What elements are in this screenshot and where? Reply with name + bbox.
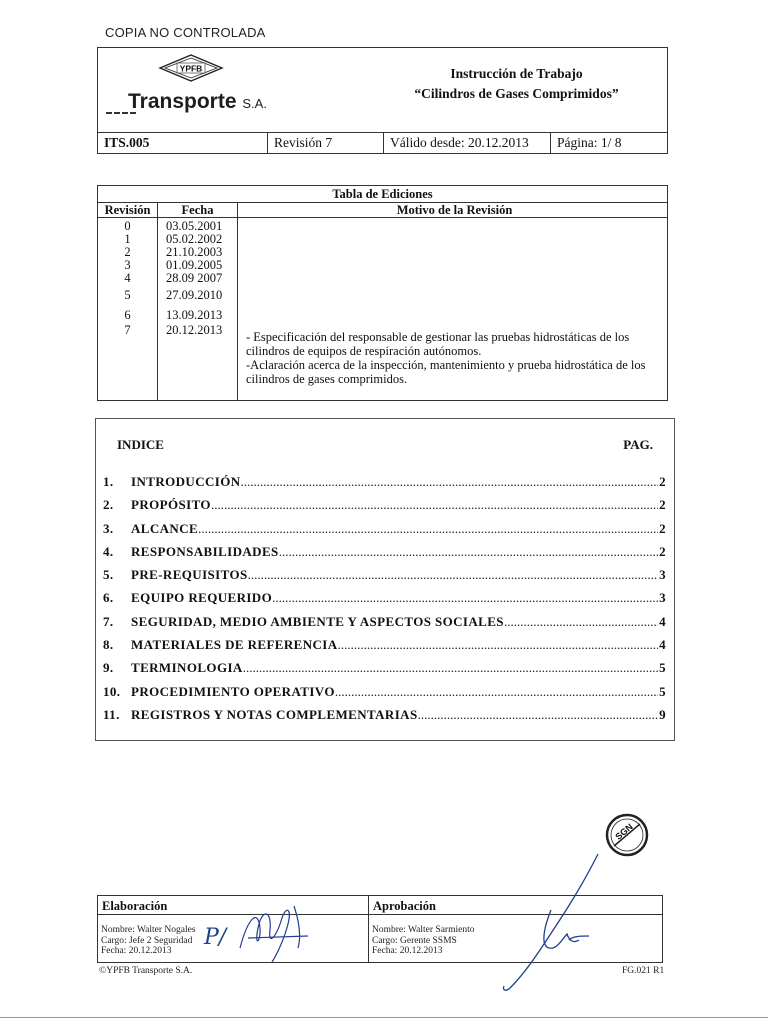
- toc-title: EQUIPO REQUERIDO: [131, 590, 273, 606]
- elaboration-role: Cargo: Jefe 2 Seguridad: [101, 935, 193, 946]
- toc-page: 5: [659, 683, 666, 699]
- toc-page: 2: [659, 474, 666, 489]
- logo-suffix: S.A.: [242, 96, 267, 111]
- ypfb-emblem-icon: [158, 54, 224, 82]
- logo-word: Transporte: [128, 90, 237, 113]
- approval-name: Nombre: Walter Sarmiento: [372, 925, 475, 935]
- title-line-2: “Cilindros de Gases Comprimidos”: [414, 86, 619, 101]
- fecha-cell: 28.09 2007: [166, 271, 223, 285]
- toc-leader: [279, 544, 658, 560]
- toc-number: 6.: [103, 590, 114, 606]
- toc-page: 9: [659, 706, 666, 722]
- toc-leader: [335, 684, 658, 700]
- toc-item[interactable]: [103, 660, 666, 683]
- editions-table: [97, 185, 668, 401]
- toc-item[interactable]: [103, 544, 666, 567]
- toc-leader: [338, 637, 659, 653]
- motivo-line: - Especificación del responsable de gestionar las pruebas hidrostáticas de los: [246, 330, 630, 344]
- approval-column: [369, 896, 662, 962]
- toc-page: 3: [659, 567, 666, 583]
- toc-number: 5.: [103, 567, 114, 583]
- toc-item[interactable]: [103, 637, 666, 660]
- toc-page: 2: [659, 543, 666, 559]
- toc-number: 8.: [103, 637, 114, 653]
- approval-signature: [533, 900, 593, 958]
- approval-date: Fecha: 20.12.2013: [372, 946, 443, 956]
- toc-item[interactable]: [103, 567, 666, 590]
- toc-page: 5: [659, 660, 666, 676]
- toc-title: TERMINOLOGIA: [131, 660, 243, 676]
- elaboration-date: Fecha: 20.12.2013: [101, 946, 172, 956]
- revision-cell: 2: [124, 245, 131, 259]
- toc-title: SEGURIDAD, MEDIO AMBIENTE Y ASPECTOS SOCIALES: [131, 613, 504, 629]
- toc-list: [103, 474, 666, 730]
- toc-leader: [198, 521, 658, 537]
- approval-block: [97, 895, 663, 963]
- revision-cell: 3: [124, 258, 131, 272]
- toc-page-label: PAG.: [623, 437, 653, 452]
- title-line-1: Instrucción de Trabajo: [450, 66, 583, 81]
- motivo-line: -Aclaración acerca de la inspección, mantenimiento y prueba hidrostática de los: [246, 358, 646, 372]
- table-of-contents: [95, 418, 675, 741]
- fecha-cell: 05.02.2002: [166, 232, 223, 246]
- toc-title: INTRODUCCIÓN: [131, 474, 241, 489]
- toc-page: 2: [659, 497, 666, 513]
- document-info-row: [98, 132, 667, 154]
- elaboration-name: Nombre: Walter Nogales: [101, 925, 196, 935]
- toc-title: PRE-REQUISITOS: [131, 567, 248, 583]
- toc-number: 4.: [103, 543, 114, 559]
- page-bottom-rule: [0, 1017, 768, 1018]
- toc-number: 1.: [103, 474, 114, 489]
- toc-number: 11.: [103, 706, 120, 722]
- uncontrolled-copy-label: COPIA NO CONTROLADA: [105, 25, 266, 40]
- document-header: [97, 47, 668, 154]
- toc-number: 2.: [103, 497, 114, 513]
- company-logo: [98, 48, 366, 132]
- toc-header: [117, 437, 653, 453]
- signature-pp: P/: [204, 925, 227, 950]
- toc-item[interactable]: [103, 707, 666, 730]
- toc-leader: [241, 474, 659, 490]
- motivo-revision-7: [242, 330, 667, 386]
- elaboration-column: [98, 896, 369, 962]
- motivo-line: cilindros de gases comprimidos.: [246, 372, 408, 386]
- toc-title: REGISTROS Y NOTAS COMPLEMENTARIAS: [131, 706, 418, 722]
- toc-leader: [248, 567, 658, 583]
- emblem-text: YPFB: [179, 63, 203, 74]
- certification-stamp-icon: [604, 812, 650, 858]
- fecha-cell: 01.09.2005: [166, 258, 223, 272]
- fecha-cell: 20.12.2013: [166, 323, 223, 337]
- toc-page: 2: [659, 520, 666, 536]
- logo-wordmark: [128, 90, 267, 114]
- toc-number: 10.: [103, 683, 121, 699]
- editions-title: Tabla de Ediciones: [98, 186, 668, 203]
- toc-title: PROCEDIMIENTO OPERATIVO: [131, 683, 335, 699]
- toc-item[interactable]: [103, 497, 666, 520]
- revision-cell: 5: [124, 288, 131, 302]
- toc-number: 9.: [103, 660, 114, 676]
- toc-item[interactable]: [103, 684, 666, 707]
- approval-details: [369, 915, 662, 957]
- toc-number: 3.: [103, 520, 114, 536]
- fecha-cell: 27.09.2010: [166, 288, 223, 302]
- toc-leader: [272, 590, 658, 606]
- elaboration-title: Elaboración: [98, 896, 368, 915]
- toc-page: 4: [659, 637, 666, 653]
- revision-cell: 0: [124, 219, 131, 233]
- approval-title: Aprobación: [369, 896, 662, 915]
- fecha-cell: 13.09.2013: [166, 308, 223, 322]
- form-code: FG.021 R1: [622, 966, 665, 976]
- motivo-line: cilindros de equipos de respiración autónomos.: [246, 344, 482, 358]
- toc-leader: [211, 497, 658, 513]
- toc-leader: [418, 707, 658, 723]
- toc-item[interactable]: [103, 521, 666, 544]
- toc-page: 4: [659, 613, 666, 629]
- toc-number: 7.: [103, 613, 114, 629]
- toc-title: MATERIALES DE REFERENCIA: [131, 637, 338, 653]
- toc-title: ALCANCE: [131, 520, 199, 536]
- fecha-cell: 21.10.2003: [166, 245, 223, 259]
- table-row: [98, 218, 668, 401]
- column-header-motivo: Motivo de la Revisión: [238, 203, 668, 218]
- revision-cell: 7: [124, 323, 131, 337]
- toc-leader: [243, 660, 658, 676]
- document-code: ITS.005: [98, 133, 268, 154]
- revision-cell: 1: [124, 232, 131, 246]
- toc-heading: INDICE: [117, 437, 164, 452]
- revision-cell: 6: [124, 308, 131, 322]
- toc-title: PROPÓSITO: [131, 497, 211, 513]
- column-header-revision: Revisión: [98, 203, 158, 218]
- toc-item[interactable]: [103, 474, 666, 497]
- toc-leader: [504, 614, 658, 630]
- toc-item[interactable]: [103, 614, 666, 637]
- toc-item[interactable]: [103, 590, 666, 613]
- page-number: Página: 1/ 8: [557, 135, 622, 150]
- column-header-fecha: Fecha: [158, 203, 238, 218]
- toc-title: RESPONSABILIDADES: [131, 543, 279, 559]
- approval-role: Cargo: Gerente SSMS: [372, 935, 457, 946]
- elaboration-signature: [198, 898, 343, 964]
- copyright-footer: ©YPFB Transporte S.A.: [99, 966, 193, 976]
- revision-cell: 4: [124, 271, 131, 285]
- revision-number: Revisión 7: [268, 133, 384, 154]
- document-title: [366, 48, 667, 132]
- logo-underline: [106, 112, 136, 114]
- valid-from: Válido desde: 20.12.2013: [384, 133, 551, 154]
- fecha-cell: 03.05.2001: [166, 219, 223, 233]
- toc-page: 3: [659, 590, 666, 606]
- stamp-text: SGN: [613, 821, 635, 842]
